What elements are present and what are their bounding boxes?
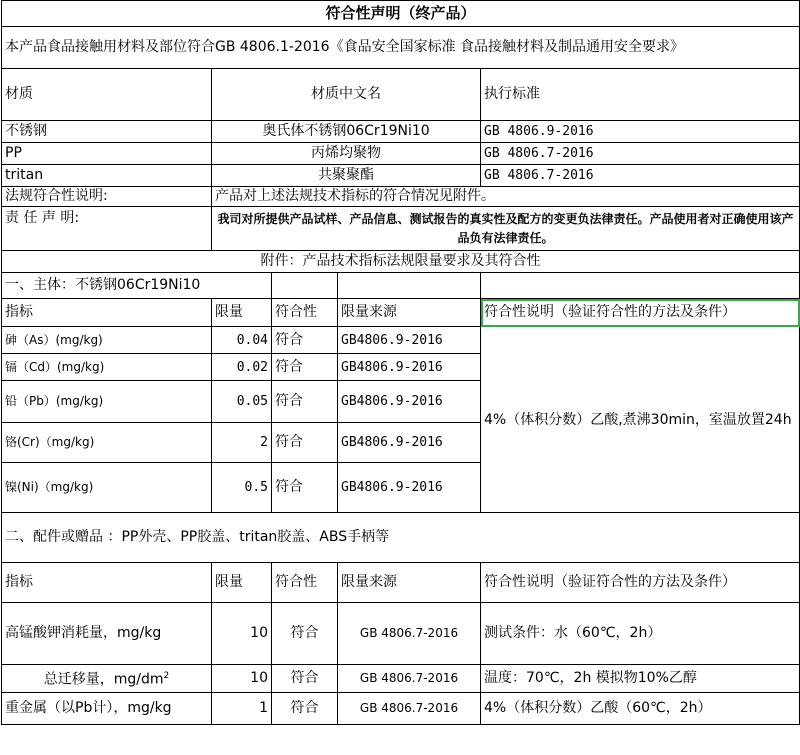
responsibility-text: 我司对所提供产品试样、产品信息、测试报告的真实性及配方的变更负法律责任。产品使用者对正确使用该产品负有法律责任。 <box>212 207 800 251</box>
materials-header-cn-name: 材质中文名 <box>212 69 481 121</box>
indicator-text: 总迁移量，mg/dm <box>43 671 164 688</box>
section1-title-blank <box>272 273 338 299</box>
section2-header-indicator: 指标 <box>2 563 212 603</box>
table-row-indicator: 镉（Cd）(mg/kg) <box>2 354 212 381</box>
table-row-source: GB4806.9-2016 <box>338 327 481 354</box>
table-row-indicator <box>2 665 212 693</box>
table-row-limit: 0.05 <box>212 381 272 423</box>
intro-statement: 本产品食品接触用材料及部位符合GB 4806.1-2016《食品安全国家标准 食品接触材料及制品通用安全要求》 <box>2 27 800 69</box>
table-row-indicator: 重金属（以Pb计），mg/kg <box>2 693 212 725</box>
table-row-conformity: 符合 <box>272 423 338 463</box>
material-standard: GB 4806.7-2016 <box>481 143 800 165</box>
document-title: 符合性声明（终产品） <box>2 1 800 27</box>
table-row-conformity: 符合 <box>272 381 338 423</box>
table-row-limit: 10 <box>212 603 272 665</box>
table-row-indicator: 镍(Ni)（mg/kg) <box>2 463 212 513</box>
section1-header-explanation[interactable]: 符合性说明（验证符合性的方法及条件） <box>481 299 800 327</box>
table-row-conformity: 符合 <box>272 603 338 665</box>
material-name: PP <box>2 143 212 165</box>
table-row-conformity: 符合 <box>272 327 338 354</box>
material-standard: GB 4806.9-2016 <box>481 121 800 143</box>
table-row-source: GB4806.9-2016 <box>338 423 481 463</box>
table-row-conformity: 符合 <box>272 354 338 381</box>
declaration-table <box>1 0 800 725</box>
section2-header-explanation: 符合性说明（验证符合性的方法及条件） <box>481 563 800 603</box>
table-row-indicator: 砷（As）(mg/kg) <box>2 327 212 354</box>
table-row-explanation: 温度：70℃，2h 模拟物10%乙醇 <box>481 665 800 693</box>
table-row-conformity: 符合 <box>272 693 338 725</box>
regulation-label: 法规符合性说明: <box>2 187 212 207</box>
table-row-source: GB 4806.7-2016 <box>338 665 481 693</box>
materials-header-material: 材质 <box>2 69 212 121</box>
table-row-limit: 0.5 <box>212 463 272 513</box>
table-row-source: GB 4806.7-2016 <box>338 603 481 665</box>
regulation-text: 产品对上述法规技术指标的符合情况见附件。 <box>212 187 800 207</box>
table-row-limit: 2 <box>212 423 272 463</box>
material-name: 不锈钢 <box>2 121 212 143</box>
section1-title: 一、主体：不锈钢06Cr19Ni10 <box>2 273 272 299</box>
section2-title: 二、配件或赠品 ：PP外壳、PP胶盖、tritan胶盖、ABS手柄等 <box>2 513 800 563</box>
table-row-conformity: 符合 <box>272 463 338 513</box>
section1-header-limit: 限量 <box>212 299 272 327</box>
table-row-conformity: 符合 <box>272 665 338 693</box>
table-row-limit: 0.02 <box>212 354 272 381</box>
material-cn-name: 丙烯均聚物 <box>212 143 481 165</box>
indicator-superscript: 2 <box>163 671 170 682</box>
section1-header-source: 限量来源 <box>338 299 481 327</box>
section2-header-limit: 限量 <box>212 563 272 603</box>
material-name: tritan <box>2 165 212 187</box>
table-row-source: GB4806.9-2016 <box>338 381 481 423</box>
section1-header-conformity: 符合性 <box>272 299 338 327</box>
section1-explanation: 4%（体积分数）乙酸,煮沸30min，室温放置24h <box>481 327 800 513</box>
section1-header-indicator: 指标 <box>2 299 212 327</box>
table-row-source: GB4806.9-2016 <box>338 354 481 381</box>
section2-header-conformity: 符合性 <box>272 563 338 603</box>
material-cn-name: 共聚聚酯 <box>212 165 481 187</box>
table-row-indicator: 高锰酸钾消耗量，mg/kg <box>2 603 212 665</box>
material-standard: GB 4806.7-2016 <box>481 165 800 187</box>
section2-header-source: 限量来源 <box>338 563 481 603</box>
table-row-explanation: 测试条件：水（60℃，2h） <box>481 603 800 665</box>
table-row-limit: 1 <box>212 693 272 725</box>
table-row-source: GB4806.9-2016 <box>338 463 481 513</box>
material-cn-name: 奥氏体不锈钢06Cr19Ni10 <box>212 121 481 143</box>
table-row-explanation: 4%（体积分数）乙酸（60℃，2h） <box>481 693 800 725</box>
responsibility-label: 责 任 声 明: <box>2 207 212 251</box>
table-row-source: GB 4806.7-2016 <box>338 693 481 725</box>
section1-title-blank <box>338 273 481 299</box>
section1-title-blank <box>481 273 800 299</box>
table-row-limit: 0.04 <box>212 327 272 354</box>
table-row-indicator: 铬(Cr)（mg/kg) <box>2 423 212 463</box>
annex-title: 附件：产品技术指标法规限量要求及其符合性 <box>2 251 800 273</box>
table-row-indicator: 铅（Pb）(mg/kg) <box>2 381 212 423</box>
table-row-limit: 10 <box>212 665 272 693</box>
materials-header-standard: 执行标准 <box>481 69 800 121</box>
